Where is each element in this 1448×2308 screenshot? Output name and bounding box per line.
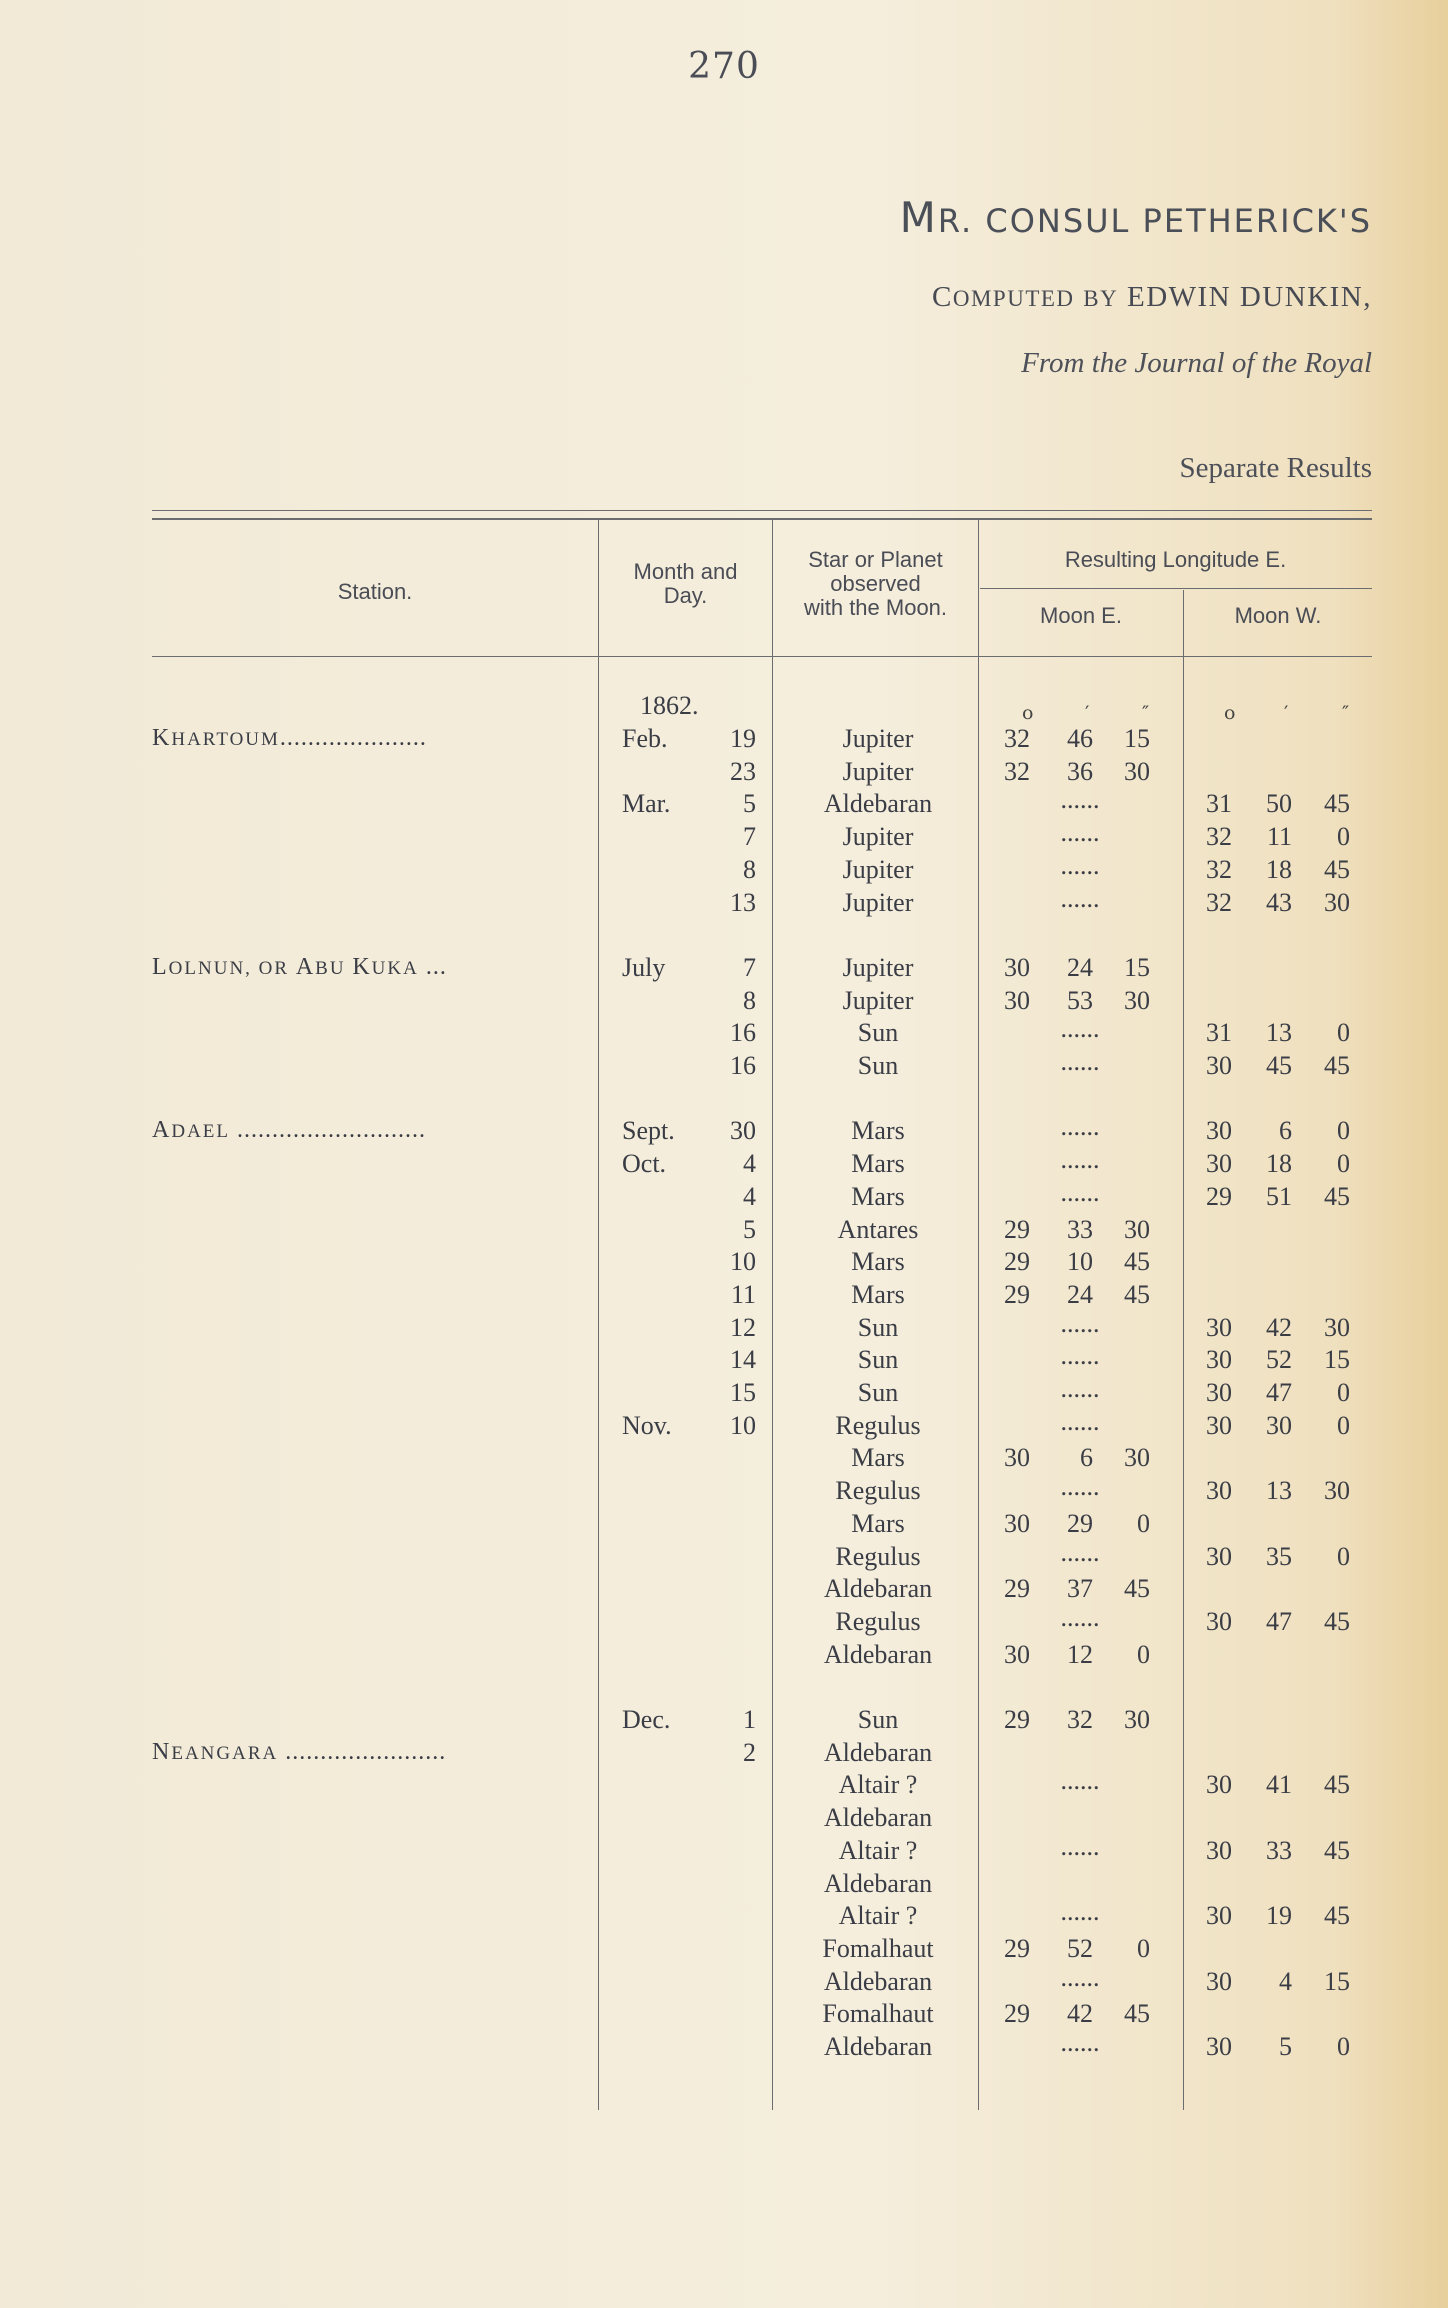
moon-e-value: 29	[1004, 1247, 1030, 1277]
moon-e-value: 30	[1004, 952, 1030, 982]
moon-w-value: 30	[1206, 1966, 1232, 1996]
moon-e-ellipsis: ......	[1060, 1145, 1100, 1175]
station-name-rest: OLNUN, OR	[168, 957, 296, 979]
star-planet-cell: Mars	[851, 1181, 905, 1211]
star-planet-cell: Jupiter	[842, 952, 914, 982]
moon-e-value: 30	[1004, 985, 1030, 1015]
header-bottom-rule	[152, 656, 1372, 657]
day-cell: 8	[743, 854, 756, 884]
moon-e-value: 33	[1067, 1214, 1093, 1244]
title-initial: M	[899, 193, 938, 242]
moon-e-ellipsis: ......	[1060, 1766, 1100, 1796]
moon-e-value: 30	[1124, 1214, 1150, 1244]
star-planet-cell: Mars	[851, 1443, 905, 1473]
moon-e-ellipsis: ......	[1060, 1374, 1100, 1403]
header-longitude: Resulting Longitude E.	[1064, 547, 1287, 572]
moon-e-ellipsis: ......	[1060, 850, 1100, 880]
subtitle-initial: C	[932, 281, 953, 313]
moon-e-value: 53	[1067, 985, 1093, 1015]
page-title	[900, 193, 1372, 242]
moon-e-ellipsis: ......	[1060, 2028, 1100, 2057]
day-cell: 7	[743, 822, 756, 852]
moon-e-value: 29	[1004, 1999, 1030, 2029]
moon-e-value: 30	[1004, 1443, 1030, 1473]
moon-w-value: 29	[1206, 1181, 1232, 1211]
moon-e-ellipsis: ......	[1060, 1308, 1100, 1338]
star-planet-cell: Mars	[851, 1279, 905, 1309]
moon-e-value: 24	[1067, 1279, 1093, 1309]
moon-e-value: 42	[1067, 1999, 1093, 2029]
leader-dots: .......................	[278, 1738, 447, 1765]
star-planet-cell: Regulus	[835, 1410, 921, 1440]
moon-e-ellipsis: ......	[1060, 785, 1100, 815]
moon-e-value: 30	[1124, 1443, 1150, 1473]
day-cell: 13	[730, 887, 756, 917]
header-month-day-line2: Day.	[663, 583, 708, 608]
moon-w-value: 43	[1266, 887, 1292, 917]
day-cell: 30	[730, 1116, 756, 1146]
day-cell: 4	[743, 1181, 756, 1211]
star-planet-cell: Mars	[851, 1149, 905, 1179]
moon-w-value: 18	[1266, 854, 1292, 884]
header-month-day	[599, 560, 772, 608]
moon-w-unit-mark: o	[1224, 702, 1236, 724]
header-star-line1: Star or Planet	[808, 547, 943, 572]
moon-w-value: 0	[1337, 1541, 1350, 1571]
star-planet-cell: Regulus	[835, 1476, 921, 1506]
subtitle	[932, 281, 1372, 314]
moon-w-value: 4	[1279, 1966, 1292, 1996]
moon-w-value: 30	[1206, 1541, 1232, 1571]
day-cell: 14	[730, 1345, 756, 1375]
moon-e-value: 45	[1124, 1247, 1150, 1277]
results-label: Separate Results	[1179, 452, 1372, 484]
moon-e-ellipsis: ......	[1060, 883, 1100, 913]
day-cell: 5	[743, 1214, 756, 1244]
moon-w-value: 52	[1266, 1345, 1292, 1375]
moon-w-unit-mark: ′	[1284, 702, 1289, 724]
moon-e-unit-mark: ′	[1085, 702, 1090, 724]
col-rule-3	[978, 520, 979, 2110]
moon-w-value: 30	[1206, 1410, 1232, 1440]
day-cell: 16	[730, 1018, 756, 1048]
star-planet-cell: Fomalhaut	[822, 1933, 934, 1963]
moon-e-value: 30	[1004, 1508, 1030, 1538]
moon-e-ellipsis: ......	[1060, 1537, 1100, 1567]
moon-e-value: 52	[1067, 1933, 1093, 1963]
moon-e-ellipsis: ......	[1060, 1962, 1100, 1992]
moon-w-value: 45	[1324, 854, 1350, 884]
moon-w-unit-mark: ″	[1342, 702, 1350, 724]
station-name-rest: BU	[315, 957, 353, 979]
moon-w-value: 0	[1337, 1378, 1350, 1407]
moon-e-value: 30	[1004, 1639, 1030, 1669]
moon-w-value: 0	[1337, 1410, 1350, 1440]
moon-w-value: 0	[1337, 1116, 1350, 1146]
moon-e-value: 46	[1067, 724, 1093, 753]
moon-e-value: 36	[1067, 756, 1093, 786]
station-name-initial: K	[352, 953, 372, 980]
station-name	[152, 951, 572, 985]
header-station: Station.	[337, 579, 413, 604]
moon-w-value: 45	[1324, 1051, 1350, 1080]
month-cell: Mar.	[622, 789, 671, 819]
moon-e-value: 0	[1137, 1639, 1150, 1669]
col-rule-1	[598, 520, 599, 2110]
star-planet-cell: Sun	[857, 1378, 899, 1407]
moon-e-ellipsis: ......	[1060, 1897, 1100, 1927]
star-planet-cell: Aldebaran	[823, 1574, 933, 1604]
header-moon-e: Moon E.	[1040, 603, 1122, 628]
day-cell: 7	[743, 952, 756, 982]
moon-e-ellipsis: ......	[1060, 1177, 1100, 1207]
star-planet-cell: Jupiter	[842, 887, 914, 917]
day-cell: 10	[730, 1247, 756, 1277]
day-cell: 12	[730, 1312, 756, 1342]
star-planet-cell: Aldebaran	[823, 1639, 933, 1669]
moon-e-value: 45	[1124, 1279, 1150, 1309]
station-name	[152, 1114, 572, 1148]
moon-w-value: 45	[1266, 1051, 1292, 1080]
station-name-initial: L	[152, 953, 169, 980]
moon-w-value: 30	[1206, 1476, 1232, 1506]
moon-e-value: 24	[1067, 952, 1093, 982]
moon-w-value: 0	[1337, 1149, 1350, 1179]
moon-w-value: 30	[1206, 1606, 1232, 1636]
star-planet-cell: Regulus	[835, 1541, 921, 1571]
moon-w-value: 32	[1206, 854, 1232, 884]
star-planet-cell: Sun	[857, 1705, 899, 1734]
station-name	[152, 1736, 572, 1770]
leader-dots: .....................	[279, 725, 427, 751]
moon-w-value: 47	[1266, 1606, 1292, 1636]
moon-w-value: 51	[1266, 1181, 1292, 1211]
top-rule-thin	[152, 510, 1372, 511]
star-planet-cell: Jupiter	[842, 756, 914, 786]
star-planet-cell: Jupiter	[842, 985, 914, 1015]
station-name-initial: A	[152, 1117, 172, 1144]
station-name-rest: EANGARA	[171, 1742, 279, 1764]
moon-e-value: 30	[1124, 985, 1150, 1015]
station-name-initial: A	[295, 953, 316, 980]
moon-w-value: 30	[1206, 1116, 1232, 1146]
year-label: 1862.	[640, 691, 699, 720]
moon-w-value: 5	[1279, 2032, 1292, 2061]
header-star-line3: with the Moon.	[803, 595, 948, 620]
moon-e-value: 10	[1067, 1247, 1093, 1277]
day-cell: 2	[743, 1737, 756, 1767]
star-planet-cell: Altair ?	[838, 1901, 918, 1931]
star-planet-cell: Mars	[851, 1116, 905, 1146]
moon-w-value: 50	[1266, 789, 1292, 819]
month-cell: Nov.	[622, 1410, 672, 1440]
moon-e-ellipsis: ......	[1060, 1831, 1100, 1861]
moon-w-value: 30	[1206, 1835, 1232, 1865]
subtitle-word: OMPUTED	[952, 286, 1075, 311]
station-name-rest: HARTOUM	[171, 729, 280, 750]
title-rest: R. CONSUL PETHERICK'S	[937, 202, 1372, 240]
moon-e-value: 29	[1004, 1574, 1030, 1604]
moon-w-value: 0	[1337, 2032, 1350, 2061]
star-planet-cell: Regulus	[835, 1606, 921, 1636]
moon-e-value: 29	[1004, 1279, 1030, 1309]
star-planet-cell: Mars	[851, 1247, 905, 1277]
col-rule-2	[772, 520, 773, 2110]
star-planet-cell: Aldebaran	[823, 1966, 933, 1996]
day-cell: 1	[743, 1705, 756, 1734]
star-planet-cell: Jupiter	[842, 854, 914, 884]
header-moon-w: Moon W.	[1234, 603, 1322, 628]
moon-e-value: 30	[1124, 1705, 1150, 1734]
moon-w-value: 13	[1266, 1476, 1292, 1506]
station-name-initial: K	[152, 725, 172, 751]
moon-e-value: 29	[1067, 1508, 1093, 1538]
moon-w-value: 15	[1324, 1966, 1350, 1996]
moon-w-value: 11	[1266, 822, 1292, 852]
moon-e-value: 0	[1137, 1508, 1150, 1538]
moon-w-value: 13	[1266, 1018, 1292, 1048]
moon-e-ellipsis: ......	[1060, 818, 1100, 848]
moon-e-ellipsis: ......	[1060, 1406, 1100, 1436]
moon-w-value: 30	[1206, 1378, 1232, 1407]
star-planet-cell: Altair ?	[838, 1835, 918, 1865]
star-planet-cell: Aldebaran	[823, 1868, 933, 1898]
day-cell: 11	[730, 1279, 756, 1309]
moon-e-value: 12	[1067, 1639, 1093, 1669]
moon-w-value: 30	[1324, 1312, 1350, 1342]
moon-w-value: 33	[1266, 1835, 1292, 1865]
day-cell: 23	[730, 756, 756, 786]
moon-e-value: 6	[1080, 1443, 1093, 1473]
day-cell: 10	[730, 1410, 756, 1440]
moon-e-value: 45	[1124, 1999, 1150, 2029]
header-star	[773, 548, 978, 620]
moon-e-unit-mark: o	[1022, 702, 1034, 724]
moon-w-value: 47	[1266, 1378, 1292, 1407]
station-name-rest: DAEL	[171, 1121, 230, 1143]
star-planet-cell: Jupiter	[842, 724, 914, 753]
moon-w-value: 18	[1266, 1149, 1292, 1179]
month-cell: July	[622, 952, 666, 982]
longitude-subrule	[980, 588, 1372, 589]
moon-w-value: 41	[1266, 1770, 1292, 1800]
star-planet-cell: Aldebaran	[823, 1803, 933, 1833]
month-cell: Feb.	[622, 724, 668, 753]
moon-w-value: 15	[1324, 1345, 1350, 1375]
moon-e-value: 15	[1124, 952, 1150, 982]
star-planet-cell: Mars	[851, 1508, 905, 1538]
moon-w-value: 30	[1206, 1901, 1232, 1931]
leader-dots: ...........................	[230, 1117, 426, 1144]
moon-e-ellipsis: ......	[1060, 1602, 1100, 1632]
star-planet-cell: Fomalhaut	[822, 1999, 934, 2029]
moon-w-value: 30	[1206, 1051, 1232, 1080]
star-planet-cell: Aldebaran	[823, 1737, 933, 1767]
moon-w-value: 45	[1324, 1901, 1350, 1931]
moon-w-value: 32	[1206, 822, 1232, 852]
month-cell: Sept.	[622, 1116, 675, 1146]
moon-w-value: 30	[1206, 2032, 1232, 2061]
moon-e-value: 45	[1124, 1574, 1150, 1604]
star-planet-cell: Sun	[857, 1345, 899, 1375]
moon-w-value: 0	[1337, 1018, 1350, 1048]
header-star-line2: observed	[830, 571, 921, 596]
moon-e-unit-mark: ″	[1142, 702, 1150, 724]
moon-e-value: 29	[1004, 1214, 1030, 1244]
station-name	[152, 722, 572, 756]
moon-w-value: 32	[1206, 887, 1232, 917]
moon-w-value: 45	[1324, 1770, 1350, 1800]
top-rule-thick	[152, 518, 1372, 520]
day-cell: 19	[730, 724, 756, 753]
moon-e-ellipsis: ......	[1060, 1472, 1100, 1502]
moon-w-value: 30	[1206, 1770, 1232, 1800]
day-cell: 4	[743, 1149, 756, 1179]
moon-e-value: 37	[1067, 1574, 1093, 1604]
star-planet-cell: Antares	[837, 1214, 919, 1244]
moon-e-value: 0	[1137, 1933, 1150, 1963]
day-cell: 16	[730, 1051, 756, 1080]
moon-w-value: 30	[1206, 1345, 1232, 1375]
star-planet-cell: Sun	[857, 1018, 899, 1048]
star-planet-cell: Aldebaran	[823, 2032, 933, 2061]
moon-e-value: 15	[1124, 724, 1150, 753]
moon-e-value: 30	[1124, 756, 1150, 786]
station-name-rest: UKA	[371, 957, 419, 979]
moon-w-value: 19	[1266, 1901, 1292, 1931]
day-cell: 8	[743, 985, 756, 1015]
star-planet-cell: Jupiter	[842, 822, 914, 852]
moon-e-value: 32	[1004, 724, 1030, 753]
moon-w-value: 45	[1324, 1181, 1350, 1211]
moon-e-ellipsis: ......	[1060, 1112, 1100, 1142]
page-number: 270	[688, 46, 760, 87]
moon-w-value: 30	[1324, 887, 1350, 917]
subtitle-name: EDWIN DUNKIN,	[1126, 281, 1372, 313]
moon-w-value: 30	[1266, 1410, 1292, 1440]
subtitle-by: BY	[1083, 286, 1119, 311]
moon-w-value: 30	[1206, 1312, 1232, 1342]
moon-w-value: 45	[1324, 1606, 1350, 1636]
moon-e-ellipsis: ......	[1060, 1014, 1100, 1044]
moon-w-value: 30	[1324, 1476, 1350, 1506]
moon-w-value: 6	[1279, 1116, 1292, 1146]
month-cell: Dec.	[622, 1705, 671, 1734]
moon-e-value: 29	[1004, 1933, 1030, 1963]
leader-dots: ...	[418, 953, 447, 980]
station-name-initial: N	[152, 1738, 172, 1765]
moon-e-value: 32	[1004, 756, 1030, 786]
month-cell: Oct.	[622, 1149, 667, 1179]
moon-e-ellipsis: ......	[1060, 1341, 1100, 1371]
moon-w-value: 0	[1337, 822, 1350, 852]
moon-w-value: 45	[1324, 789, 1350, 819]
source-line: From the Journal of the Royal	[1021, 347, 1372, 379]
moon-w-value: 31	[1206, 1018, 1232, 1048]
star-planet-cell: Sun	[857, 1312, 899, 1342]
day-cell: 15	[730, 1378, 756, 1407]
moon-w-value: 30	[1206, 1149, 1232, 1179]
star-planet-cell: Aldebaran	[823, 789, 933, 819]
moon-e-value: 32	[1067, 1705, 1093, 1734]
star-planet-cell: Altair ?	[838, 1770, 918, 1800]
star-planet-cell: Sun	[857, 1051, 899, 1080]
moon-w-value: 42	[1266, 1312, 1292, 1342]
moon-w-value: 31	[1206, 789, 1232, 819]
moon-e-value: 29	[1004, 1705, 1030, 1734]
day-cell: 5	[743, 789, 756, 819]
moon-w-value: 35	[1266, 1541, 1292, 1571]
moon-e-ellipsis: ......	[1060, 1047, 1100, 1076]
header-month-day-line1: Month and	[633, 559, 738, 584]
moon-w-value: 45	[1324, 1835, 1350, 1865]
